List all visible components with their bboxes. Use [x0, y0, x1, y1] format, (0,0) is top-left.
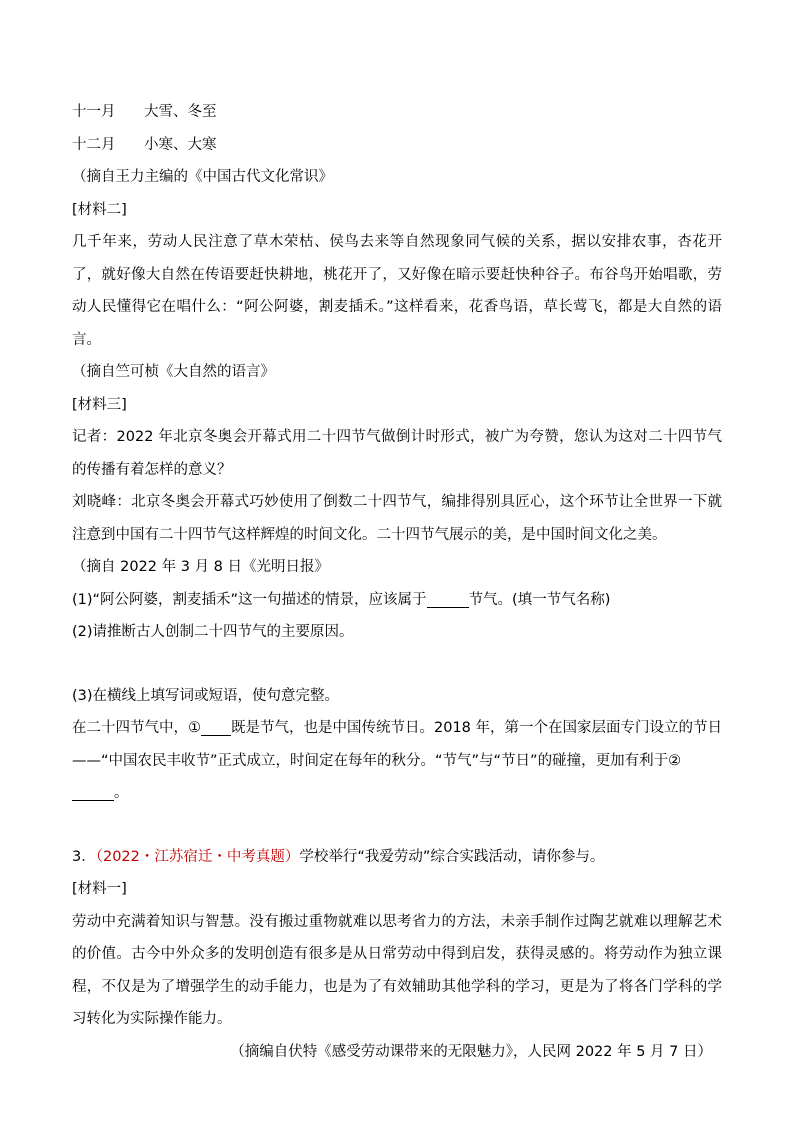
- material-body: 几千年来，劳动人民注意了草木荣枯、侯鸟去来等自然现象同气候的关系，据以安排农事，杏花开了，就好像大自然在传语要赶快耕地，桃花开了，又好像在暗示要赶快种谷子。布谷鸟开始唱歌，劳动人民懂得它在唱什么：“阿公阿婆，割麦插禾。”这样看来，花香鸟语，草长莺飞，都是大自然的语言。: [72, 234, 722, 348]
- problem-number: 3．: [72, 848, 96, 865]
- answer-blank[interactable]: [72, 782, 114, 801]
- answer-blank[interactable]: [201, 717, 231, 736]
- exam-source-tag: （2022・江苏宿迁・中考真题）: [95, 848, 300, 865]
- answer-blank[interactable]: [427, 589, 469, 608]
- material-heading: [材料二]: [72, 201, 127, 218]
- solar-terms: 大雪、冬至: [144, 104, 217, 120]
- material-body: 劳动中充满着知识与智慧。没有搬过重物就难以思考省力的方法，未亲手制作过陶艺就难以理解艺术的价值。古今中外众多的发明创造有很多是从日常劳动中得到启发，获得灵感的。将劳动作为独立课程，不仅是为了增强学生的动手能力，也是为了有效辅助其他学科的学习，更是为了将各门学科的学习转化为实际操作能力。: [72, 913, 722, 1027]
- source-citation: （摘自王力主编的《中国古代文化常识》: [72, 169, 333, 185]
- material-heading: [材料一]: [72, 881, 127, 897]
- month-label: 十一月: [72, 104, 116, 120]
- solar-terms: 小寒、大寒: [144, 136, 217, 153]
- month-label: 十二月: [72, 136, 116, 153]
- source-citation: （摘编自伏特《感受劳动课带来的无限魅力》，人民网 2022 年 5 月 7 日）: [230, 1043, 712, 1060]
- source-citation: （摘自竺可桢《大自然的语言》: [72, 364, 275, 380]
- question-2: (2)请推断古人创制二十四节气的主要原因。: [72, 624, 354, 640]
- question-3-sentence: 在二十四节气中，① 既是节气，也是中国传统节日。2018 年，第一个在国家层面专门设立的节日——“中国农民丰收节”正式成立，时间定在每年的秋分。“节气”与“节日”的碰撞，更加有利于② 。: [72, 712, 722, 810]
- interview-question: 记者：2022 年北京冬奥会开幕式用二十四节气做倒计时形式，被广为夸赞，您认为这对二十四节气的传播有着怎样的意义？: [72, 429, 722, 478]
- question-1: (1)“阿公阿婆，割麦插禾”这一句描述的情景，应该属于 节气。(填一节气名称): [72, 584, 722, 617]
- interview-answer: 刘晓峰：北京冬奥会开幕式巧妙使用了倒数二十四节气，编排得别具匠心，这个环节让全世界一下就注意到中国有二十四节气这样辉煌的时间文化。二十四节气展示的美，是中国时间文化之美。: [72, 494, 722, 543]
- document-page: [72, 96, 722, 1068]
- material-heading: [材料三]: [72, 396, 127, 413]
- problem-3-header: [72, 841, 722, 874]
- problem-prompt: 学校举行“我爱劳动”综合实践活动，请你参与。: [299, 848, 605, 865]
- question-3: (3)在横线上填写词或短语，使句意完整。: [72, 687, 340, 704]
- source-citation: （摘自 2022 年 3 月 8 日《光明日报》: [72, 559, 330, 575]
- month-row: [72, 129, 722, 162]
- month-row: [72, 96, 722, 129]
